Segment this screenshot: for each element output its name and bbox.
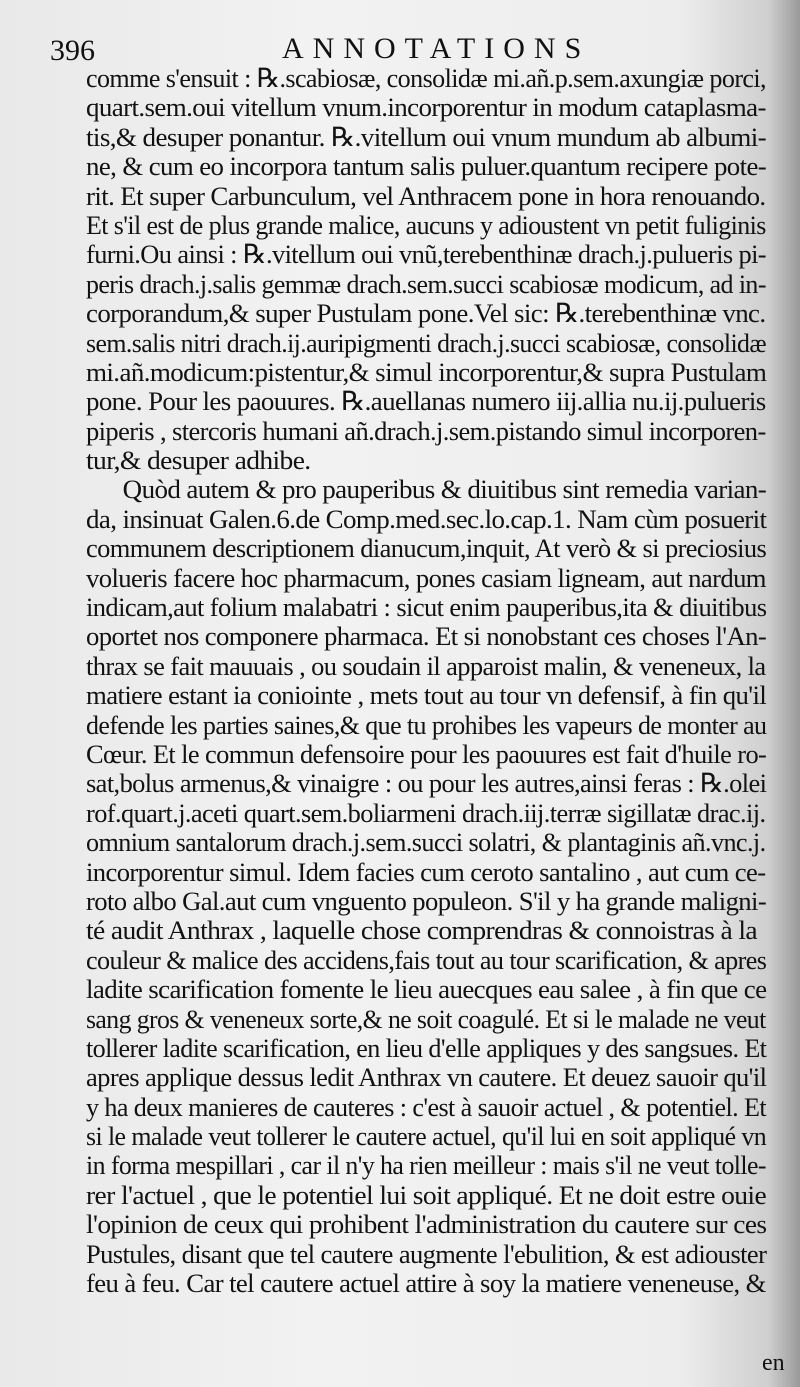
text-line: y ha deux manieres de cauteres : c'est à sauoir actuel , & potentiel. Et <box>86 1091 767 1122</box>
text-line: sem.salis nitri drach.ij.auripigmenti drach.j.succi scabiosæ, consolidæ <box>86 327 767 358</box>
text-line: tur,& desuper adhibe. <box>86 445 311 476</box>
catchword: en <box>762 1350 785 1376</box>
text-line: tollerer ladite scarification, en lieu d'elle appliques y des sangsues. Et <box>86 1032 767 1063</box>
text-line: rit. Et super Carbunculum, vel Anthracem pone in hora renouando. <box>86 180 766 211</box>
text-line: rof.quart.j.aceti quart.sem.boliarmeni drach.iij.terræ sigillatæ drac.ij. <box>86 797 766 828</box>
text-line: da, insinuat Galen.6.de Comp.med.sec.lo.cap.1. Nam cùm posuerit <box>86 503 767 534</box>
text-line: defende les parties saines,& que tu prohibes les vapeurs de monter au <box>86 709 767 740</box>
paragraph-start-line: Quòd autem & pro pauperibus & diuitibus sint remedia varian- <box>122 474 767 505</box>
text-line: thrax se fait mauuais , ou soudain il apparoist malin, & veneneux, la <box>86 650 766 681</box>
body-text <box>86 64 766 1298</box>
text-line: tis,& desuper ponantur. ℞.vitellum oui vnum mundum ab albumi- <box>86 121 767 152</box>
text-line: omnium santalorum drach.j.sem.succi solatri, & plantaginis añ.vnc.j. <box>86 827 766 858</box>
text-line: ladite scarification fomente le lieu auecques eau salee , à fin que ce <box>86 974 767 1005</box>
text-line: corporandum,& super Pustulam pone.Vel sic: ℞.terebenthinæ vnc. <box>86 298 766 329</box>
text-line: roto albo Gal.aut cum vnguento populeon. S'il y ha grande maligni- <box>86 885 767 916</box>
text-line: Et s'il est de plus grande malice, aucuns y adioustent vn petit fuliginis <box>86 209 766 240</box>
text-line: oportet nos componere pharmaca. Et si nonobstant ces choses l'An- <box>86 621 767 652</box>
text-line: volueris facere hoc pharmacum, pones casiam ligneam, aut nardum <box>86 562 766 593</box>
running-title: ANNOTATIONS <box>282 32 591 65</box>
text-line: té audit Anthrax , laquelle chose comprendras & connoistras à la <box>86 915 758 946</box>
text-line: feu à feu. Car tel cautere actuel attire à soy la matiere veneneuse, & <box>86 1268 766 1299</box>
text-line: pone. Pour les paouures. ℞.auellanas numero iij.allia nu.ij.pulueris <box>86 386 766 417</box>
text-line: sang gros & veneneux sorte,& ne soit coagulé. Et si le malade ne veut <box>86 1003 766 1034</box>
text-line: indicam,aut folium malabatri : sicut enim pauperibus,ita & diuitibus <box>86 592 767 623</box>
text-line: si le malade veut tollerer le cautere actuel, qu'il lui en soit appliqué vn <box>86 1121 767 1152</box>
text-line: piperis , stercoris humani añ.drach.j.sem.pistando simul incorporen- <box>86 415 766 446</box>
text-line: l'opinion de ceux qui prohibent l'administration du cautere sur ces <box>86 1209 767 1240</box>
text-line: quart.sem.oui vitellum vnum.incorporentur in modum cataplasma- <box>86 92 766 123</box>
text-line: communem descriptionem dianucum,inquit, At verò & si preciosius <box>86 533 767 564</box>
text-line: matiere estant ia coniointe , mets tout au tour vn defensif, à fin qu'il <box>86 680 767 711</box>
text-line: furni.Ou ainsi : ℞.vitellum oui vnũ,terebenthinæ drach.j.pulueris pi- <box>86 239 767 270</box>
page-number: 396 <box>50 34 95 67</box>
text-line: sat,bolus armenus,& vinaigre : ou pour les autres,ainsi feras : ℞.olei <box>86 768 767 799</box>
text-line: Pustules, disant que tel cautere augmente l'ebulition, & est adiouster <box>86 1238 767 1269</box>
text-line: ne, & cum eo incorpora tantum salis puluer.quantum recipere pote- <box>86 151 767 182</box>
text-line: Cœur. Et le commun defensoire pour les paouures est fait d'huile ro- <box>86 738 767 769</box>
text-line: couleur & malice des accidens,fais tout au tour scarification, & apres <box>86 944 767 975</box>
text-line: incorporentur simul. Idem facies cum ceroto santalino , aut cum ce- <box>86 856 766 887</box>
text-line: mi.añ.modicum:pistentur,& simul incorporentur,& supra Pustulam <box>86 356 767 387</box>
text-line: rer l'actuel , que le potentiel lui soit appliqué. Et ne doit estre ouie <box>86 1179 767 1210</box>
text-line: comme s'ensuit : ℞.scabiosæ, consolidæ mi.añ.p.sem.axungiæ porci, <box>86 63 766 93</box>
text-line: apres applique dessus ledit Anthrax vn cautere. Et deuez sauoir qu'il <box>86 1062 767 1093</box>
text-line: peris drach.j.salis gemmæ drach.sem.succi scabiosæ modicum, ad in- <box>86 268 766 299</box>
text-line: in forma mespillari , car il n'y ha rien meilleur : mais s'il ne veut tolle- <box>86 1150 766 1181</box>
